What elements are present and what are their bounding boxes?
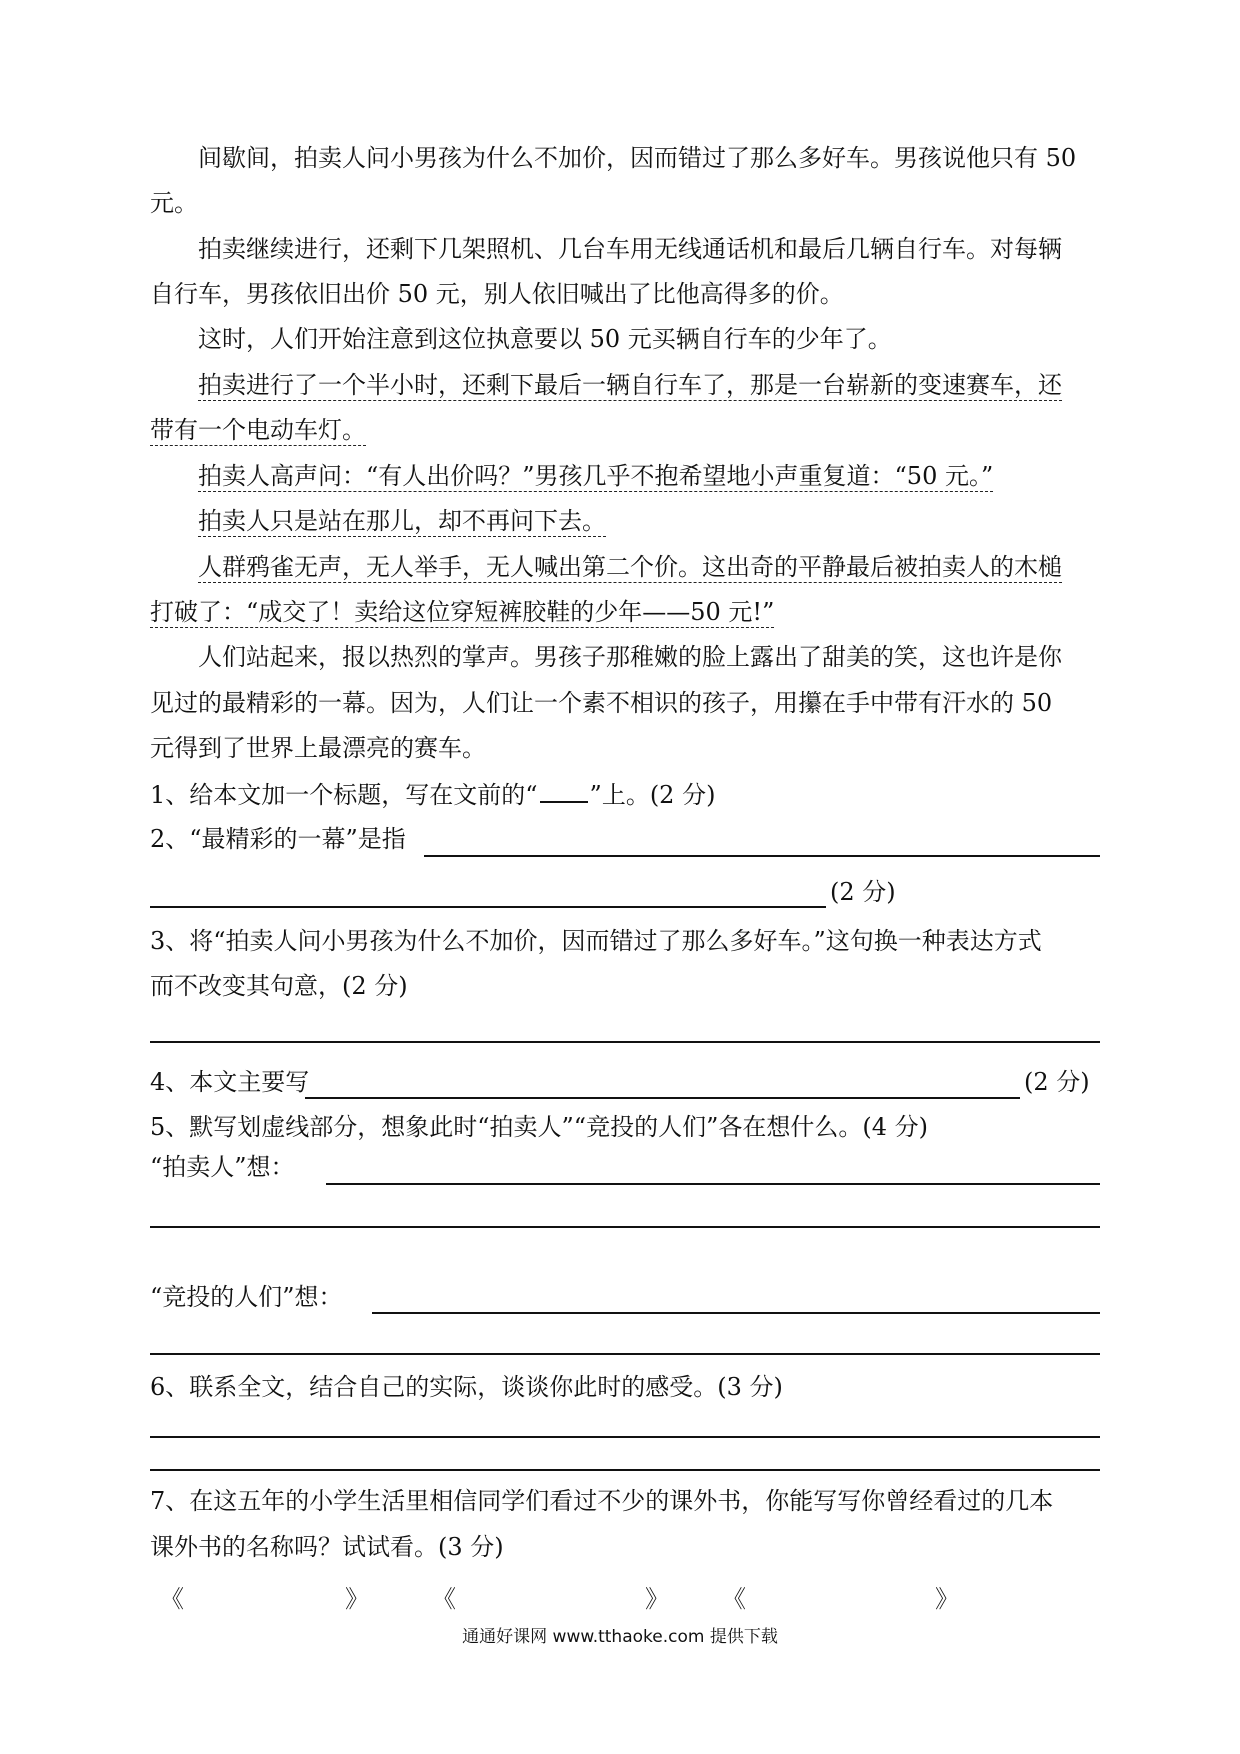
title-blank[interactable] [540,779,588,803]
dashed-text: 带有一个电动车灯。 [150,416,366,444]
book-title-close: 》 [935,1585,959,1613]
auctioneer-label: “拍卖人”想： [150,1153,295,1181]
question-3: 3、将“拍卖人问小男孩为什么不加价，因而错过了那么多好车。”这句换一种表达方式 [150,927,1042,955]
dashed-text: 拍卖进行了一个半小时，还剩下最后一辆自行车了，那是一台崭新的变速赛车，还 [198,371,1062,399]
passage-line: 人们站起来，报以热烈的掌声。男孩子那稚嫩的脸上露出了甜美的笑，这也许是你 [198,643,1062,671]
dashed-text: 人群鸦雀无声，无人举手，无人喊出第二个价。这出奇的平静最后被拍卖人的木槌 [198,553,1062,581]
passage-line-dashed [150,597,1100,627]
answer-line[interactable] [372,1312,1100,1314]
question-7: 7、在这五年的小学生活里相信同学们看过不少的课外书，你能写写你曾经看过的几本 [150,1487,1054,1515]
question-2-label: 2、“最精彩的一幕”是指 [150,825,406,853]
dashed-text: 拍卖人只是站在那儿，却不再问下去。 [198,507,606,535]
answer-line[interactable] [424,855,1100,857]
passage-line-dashed [198,461,1100,491]
passage-line: 元得到了世界上最漂亮的赛车。 [150,734,486,762]
passage-line: 拍卖继续进行，还剩下几架照机、几台车用无线通话机和最后几辆自行车。对每辆 [198,235,1062,263]
score-label: (2 分) [830,878,896,906]
book-title-close: 》 [645,1585,669,1613]
question-text: ”上。(2 分) [589,781,716,809]
passage-line: 这时，人们开始注意到这位执意要以 50 元买辆自行车的少年了。 [198,325,892,353]
answer-line[interactable] [150,1226,1100,1228]
question-1 [150,779,1100,810]
dashed-text: 打破了：“成交了！卖给这位穿短裤胶鞋的少年——50 元!” [150,598,775,626]
answer-line[interactable] [305,1097,1020,1099]
passage-line-dashed [150,415,1100,445]
answer-line[interactable] [326,1183,1100,1185]
book-title-open: 《 [722,1585,746,1613]
answer-line[interactable] [150,1041,1100,1043]
score-label: (2 分) [1024,1068,1090,1096]
question-6: 6、联系全文，结合自己的实际，谈谈你此时的感受。(3 分) [150,1373,783,1401]
answer-line[interactable] [150,906,826,908]
question-text: 1、给本文加一个标题，写在文前的“ [150,781,538,809]
bidders-label: “竞投的人们”想： [150,1283,343,1311]
passage-line-dashed [198,552,1100,582]
question-3: 而不改变其句意，(2 分) [150,972,408,1000]
passage-line: 见过的最精彩的一幕。因为，人们让一个素不相识的孩子，用攥在手中带有汗水的 50 [150,689,1053,717]
answer-line[interactable] [150,1469,1100,1471]
footer-credit: 通通好课网 www.tthaoke.com 提供下载 [462,1627,778,1647]
answer-line[interactable] [150,1436,1100,1438]
passage-line: 自行车，男孩依旧出价 50 元，别人依旧喊出了比他高得多的价。 [150,280,844,308]
answer-line[interactable] [150,1353,1100,1355]
book-title-close: 》 [345,1585,369,1613]
passage-line-dashed [198,370,1100,400]
passage-line: 间歇间，拍卖人问小男孩为什么不加价，因而错过了那么多好车。男孩说他只有 50 [198,144,1077,172]
question-7: 课外书的名称吗？试试看。(3 分) [150,1533,504,1561]
book-title-open: 《 [160,1585,184,1613]
question-5: 5、默写划虚线部分，想象此时“拍卖人”“竞投的人们”各在想什么。(4 分) [150,1113,928,1141]
passage-line-dashed [198,506,1100,536]
book-title-open: 《 [432,1585,456,1613]
passage-line: 元。 [150,189,198,217]
question-4-label: 4、本文主要写 [150,1068,310,1096]
dashed-text: 拍卖人高声问：“有人出价吗？”男孩几乎不抱希望地小声重复道：“50 元。” [198,462,994,490]
